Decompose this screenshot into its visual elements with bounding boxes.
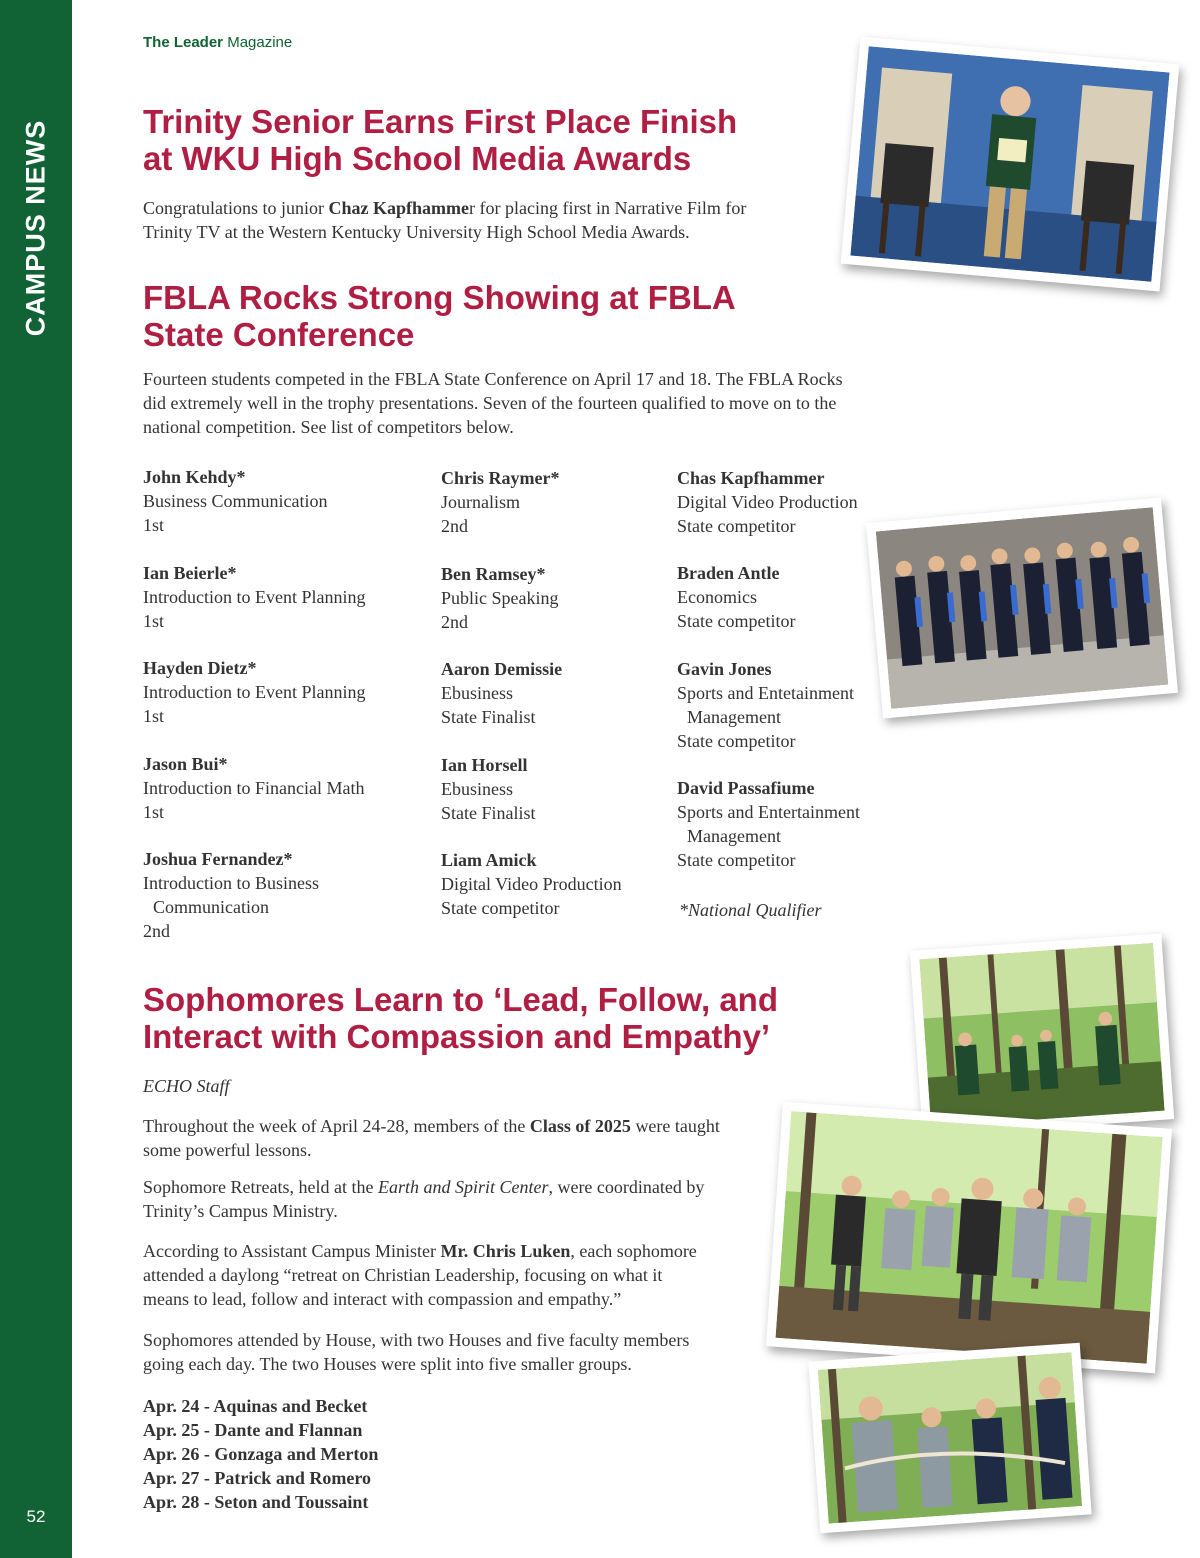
- competitor-result: 1st: [143, 515, 165, 535]
- article3-paragraph-4: [143, 1328, 689, 1376]
- competitor-entry: [441, 753, 536, 825]
- competitor-name: John Kehdy*: [143, 467, 246, 487]
- p3-post: , each sophomore: [570, 1241, 697, 1261]
- competitor-event-cont: Management: [687, 826, 781, 846]
- article1-text-post: r for placing first in Narrative Film for: [468, 198, 747, 218]
- competitor-name: Liam Amick: [441, 850, 537, 870]
- article1-text-line2: Trinity TV at the Western Kentucky University High School Media Awards.: [143, 222, 690, 242]
- photo-retreat-activity: [766, 1102, 1172, 1374]
- footnote: *National Qualifier: [679, 900, 822, 920]
- masthead-brand: The Leader: [143, 34, 224, 51]
- competitor-result: State competitor: [677, 611, 796, 631]
- competitor-event: Introduction to Business: [143, 873, 319, 893]
- schedule-item: Apr. 27 - Patrick and Romero: [143, 1468, 371, 1488]
- competitor-event: Journalism: [441, 492, 520, 512]
- competitor-event: Business Communication: [143, 491, 328, 511]
- competitor-result: 2nd: [441, 612, 468, 632]
- competitor-name: Braden Antle: [677, 563, 780, 583]
- article3-title-line1: Sophomores Learn to ‘Lead, Follow, and: [143, 981, 778, 1018]
- article2-intro-line2: did extremely well in the trophy presentations. Seven of the fourteen qualified to move on to the: [143, 393, 837, 413]
- photo-award-winner-image: [850, 46, 1169, 282]
- competitor-result: 1st: [143, 706, 165, 726]
- competitor-name: Joshua Fernandez*: [143, 849, 293, 869]
- article2-title: [143, 279, 736, 353]
- competitor-name: Aaron Demissie: [441, 659, 563, 679]
- competitor-result: State Finalist: [441, 707, 536, 727]
- article1-text-pre: Congratulations to junior: [143, 198, 329, 218]
- p1-line2: some powerful lessons.: [143, 1140, 312, 1160]
- competitor-name: Gavin Jones: [677, 659, 772, 679]
- p2-italic: Earth and Spirit Center: [377, 1177, 549, 1197]
- schedule-item: Apr. 25 - Dante and Flannan: [143, 1420, 363, 1440]
- photo-fbla-group: [866, 497, 1178, 718]
- competitor-result: State competitor: [677, 516, 796, 536]
- competitor-name: David Passafiume: [677, 778, 815, 798]
- article2-title-line1: FBLA Rocks Strong Showing at FBLA: [143, 279, 736, 316]
- competitor-name: Ben Ramsey*: [441, 564, 546, 584]
- p4-line1: Sophomores attended by House, with two Houses and five faculty members: [143, 1330, 690, 1350]
- schedule-item: Apr. 26 - Gonzaga and Merton: [143, 1444, 379, 1464]
- p2-line2: Trinity’s Campus Ministry.: [143, 1201, 338, 1221]
- article2-title-line2: State Conference: [143, 316, 415, 353]
- p2-post: , were coordinated by: [548, 1177, 705, 1197]
- competitor-entry: [677, 561, 795, 633]
- competitor-event: Economics: [677, 587, 757, 607]
- competitor-event: Sports and Entetainment: [677, 683, 854, 703]
- competitor-result: State Finalist: [441, 803, 536, 823]
- competitor-entry: [441, 657, 562, 729]
- competitor-result: 1st: [143, 802, 165, 822]
- competitor-name: Hayden Dietz*: [143, 658, 257, 678]
- masthead: [143, 34, 292, 51]
- article3-title-line2: Interact with Compassion and Empathy’: [143, 1018, 771, 1055]
- photo-retreat-rope-image: [818, 1352, 1082, 1523]
- p1-pre: Throughout the week of April 24-28, members of the: [143, 1116, 530, 1136]
- competitor-event: Ebusiness: [441, 779, 513, 799]
- p1-post: were taught: [630, 1116, 720, 1136]
- p3-bold: Mr. Chris Luken: [440, 1241, 571, 1261]
- section-label: CAMPUS NEWS: [20, 119, 51, 337]
- competitor-entry: [441, 848, 622, 920]
- competitor-result: 2nd: [441, 516, 468, 536]
- photo-fbla-group-image: [876, 507, 1168, 709]
- competitor-entry: [441, 466, 559, 538]
- article1-text-bold: Chaz Kapfhamme: [328, 198, 469, 218]
- competitor-result: 1st: [143, 611, 165, 631]
- competitor-name: Ian Horsell: [441, 755, 528, 775]
- competitor-result: State competitor: [677, 731, 796, 751]
- competitor-result: State competitor: [441, 898, 560, 918]
- article1-title: [143, 103, 737, 177]
- article2-intro-line1: Fourteen students competed in the FBLA State Conference on April 17 and 18. The FBLA Rocks: [143, 369, 843, 389]
- competitor-entry: [677, 776, 860, 872]
- competitor-name: Chris Raymer*: [441, 468, 560, 488]
- photo-retreat-activity-image: [776, 1111, 1163, 1363]
- competitor-result: 2nd: [143, 921, 170, 941]
- competitor-entry: [677, 466, 858, 538]
- competitor-name: Ian Beierle*: [143, 563, 237, 583]
- masthead-suffix: Magazine: [227, 34, 293, 51]
- article1-text: [143, 196, 746, 244]
- competitor-entry: [677, 657, 854, 753]
- competitor-name: Jason Bui*: [143, 754, 228, 774]
- competitor-entry: [441, 562, 559, 634]
- competitor-event-cont: Management: [687, 707, 781, 727]
- photo-retreat-rope: [808, 1343, 1091, 1534]
- competitor-entry: [143, 752, 364, 824]
- competitor-event: Public Speaking: [441, 588, 559, 608]
- p3-line2: attended a daylong “retreat on Christian Leadership, focusing on what it: [143, 1265, 663, 1285]
- p2-pre: Sophomore Retreats, held at the: [143, 1177, 378, 1197]
- page-number: 52: [26, 1507, 46, 1526]
- photo-retreat-forest: [910, 933, 1174, 1136]
- article3-title: [143, 981, 778, 1055]
- schedule-item: Apr. 28 - Seton and Toussaint: [143, 1492, 369, 1512]
- competitor-result: State competitor: [677, 850, 796, 870]
- p3-pre: According to Assistant Campus Minister: [143, 1241, 441, 1261]
- competitor-event: Introduction to Event Planning: [143, 587, 366, 607]
- competitor-event: Digital Video Production: [441, 874, 622, 894]
- competitor-event: Ebusiness: [441, 683, 513, 703]
- article3-byline: ECHO Staff: [143, 1076, 230, 1096]
- competitor-name: Chas Kapfhammer: [677, 468, 825, 488]
- competitor-event: Introduction to Event Planning: [143, 682, 366, 702]
- article1-title-line1: Trinity Senior Earns First Place Finish: [143, 103, 738, 140]
- article1-title-line2: at WKU High School Media Awards: [143, 140, 692, 177]
- photo-award-winner: [841, 36, 1180, 291]
- article3-paragraph-1: [143, 1114, 720, 1162]
- article3-paragraph-2: [143, 1175, 704, 1223]
- competitor-event: Introduction to Financial Math: [143, 778, 365, 798]
- competitor-event: Digital Video Production: [677, 492, 858, 512]
- retreat-schedule: [143, 1394, 378, 1514]
- competitor-entry: [143, 465, 328, 537]
- competitor-event: Sports and Entertainment: [677, 802, 860, 822]
- competitor-event-cont: Communication: [153, 897, 269, 917]
- sidebar: [0, 0, 72, 1558]
- p3-line3: means to lead, follow and interact with compassion and empathy.”: [143, 1289, 622, 1309]
- article3-paragraph-3: [143, 1239, 697, 1311]
- competitor-entry: [143, 656, 365, 728]
- competitor-entry: [143, 847, 319, 943]
- competitor-entry: [143, 561, 365, 633]
- schedule-item: Apr. 24 - Aquinas and Becket: [143, 1396, 368, 1416]
- photo-retreat-forest-image: [919, 943, 1164, 1127]
- article2-intro-line3: national competition. See list of competitors below.: [143, 417, 514, 437]
- p1-bold: Class of 2025: [529, 1116, 631, 1136]
- p4-line2: going each day. The two Houses were split into five smaller groups.: [143, 1354, 632, 1374]
- article2-intro: [143, 367, 843, 439]
